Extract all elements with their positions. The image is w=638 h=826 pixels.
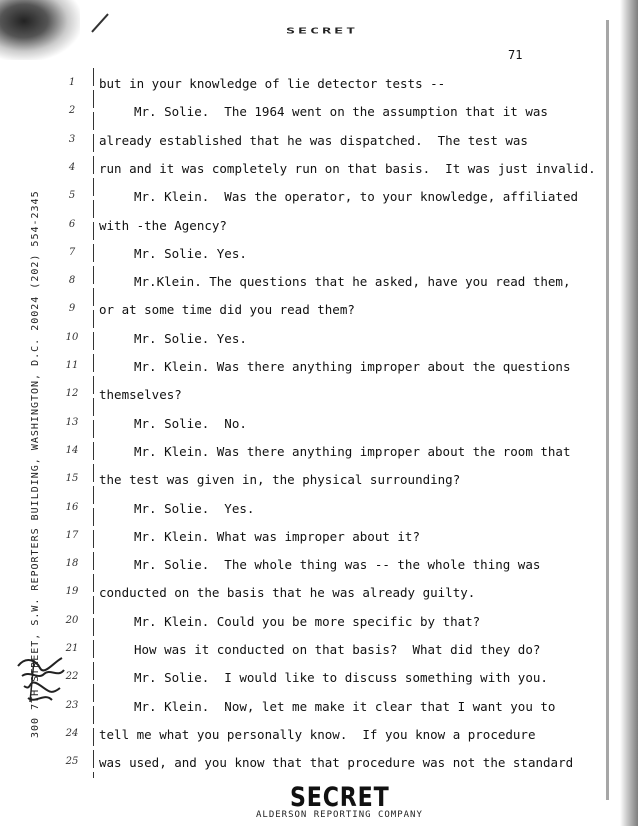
line-number: 10 (65, 331, 79, 343)
transcript-line: Mr. Klein. Now, let me make it clear that I want you to (134, 698, 556, 714)
transcript-line: but in your knowledge of lie detector tests -- (99, 76, 446, 91)
page-number: 71 (508, 48, 523, 62)
line-number: 13 (65, 416, 79, 428)
line-number: 19 (65, 586, 79, 598)
line-number: 24 (65, 727, 79, 739)
line-number: 21 (65, 643, 79, 654)
transcript-line: Mr.Klein. The questions that he asked, have you read them, (134, 274, 571, 290)
line-number: 9 (68, 303, 76, 315)
transcript-line: Mr. Klein. Could you be more specific by that? (134, 613, 481, 629)
line-number: 11 (65, 360, 79, 371)
line-number: 22 (65, 671, 79, 683)
transcript-line: already established that he was dispatched. The test was (99, 132, 528, 148)
line-number: 6 (68, 218, 76, 230)
reporting-company: ALDERSON REPORTING COMPANY (256, 810, 423, 820)
line-number: 16 (65, 501, 79, 513)
transcript-line: Mr. Klein. Was there anything improper about the questions (134, 359, 571, 374)
transcript-line: Mr. Solie. No. (134, 415, 247, 431)
bottom-classification-stamp: SECRET (290, 782, 390, 813)
transcript-line: tell me what you personally know. If you know a procedure (99, 726, 536, 742)
pen-mark (91, 13, 109, 32)
line-number: 12 (65, 388, 79, 400)
line-number: 23 (65, 699, 79, 711)
transcript-line: with -the Agency? (99, 217, 227, 233)
line-number: 20 (65, 614, 79, 626)
line-number: 5 (68, 190, 76, 202)
left-margin-rule (93, 68, 94, 778)
transcript-line: Mr. Solie. Yes. (134, 330, 247, 346)
line-number: 8 (68, 275, 76, 287)
line-number: 3 (68, 133, 76, 145)
scan-edge-line (606, 20, 609, 800)
scan-smudge (0, 0, 80, 60)
line-number: 2 (68, 105, 76, 117)
transcript-line: Mr. Solie. I would like to discuss something with you. (134, 670, 548, 686)
line-number: 18 (65, 558, 79, 570)
line-number: 7 (68, 246, 76, 258)
line-number: 17 (65, 529, 79, 541)
line-number: 1 (68, 77, 76, 88)
reporter-address: 300 7TH STREET, S.W. REPORTERS BUILDING, WASHINGTON, D.C. 20024 (202) 554-2345 (30, 190, 41, 738)
transcript-line: Mr. Solie. The whole thing was -- the whole thing was (134, 557, 541, 573)
scan-edge-shadow (620, 0, 638, 826)
transcript-line: Mr. Klein. Was the operator, to your knowledge, affiliated (134, 189, 579, 205)
transcript-line: or at some time did you read them? (99, 302, 355, 318)
top-classification-stamp: SECRET (286, 26, 359, 36)
transcript-line: conducted on the basis that he was already guilty. (99, 585, 476, 601)
line-number: 25 (65, 756, 79, 768)
transcript-line: was used, and you know that that procedure was not the standard (99, 755, 574, 771)
transcript-line: Mr. Klein. Was there anything improper about the room that (134, 443, 571, 459)
line-number: 15 (65, 473, 79, 485)
transcript-line: Mr. Solie. Yes. (134, 500, 255, 516)
transcript-line: How was it conducted on that basis? What did they do? (134, 642, 541, 657)
transcript-line: run and it was completely run on that basis. It was just invalid. (99, 160, 596, 176)
transcript-line: Mr. Solie. Yes. (134, 245, 247, 261)
transcript-line: the test was given in, the physical surrounding? (99, 472, 461, 488)
line-number: 4 (68, 161, 76, 173)
transcript-line: Mr. Solie. The 1964 went on the assumption that it was (134, 104, 548, 120)
transcript-line: themselves? (99, 387, 182, 403)
transcript-line: Mr. Klein. What was improper about it? (134, 528, 420, 544)
line-number: 14 (65, 444, 79, 456)
